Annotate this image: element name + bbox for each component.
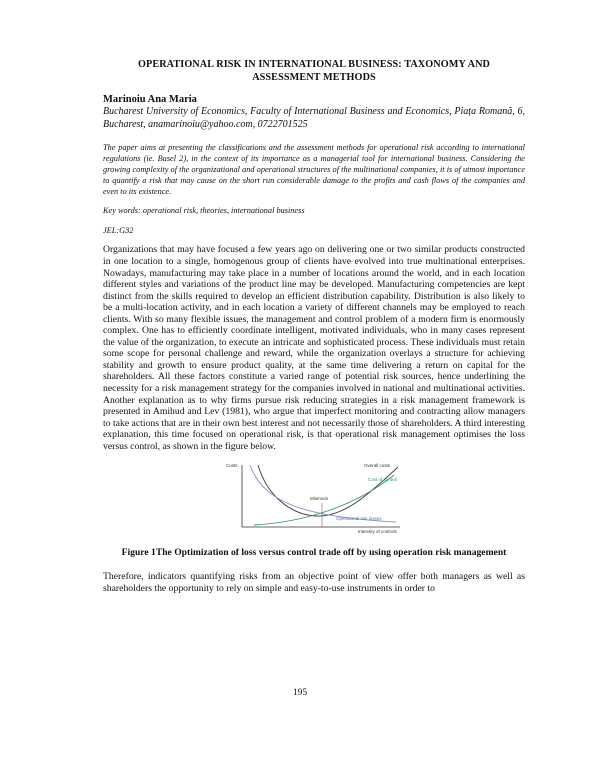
overall-costs-curve: [258, 465, 398, 516]
minimum-label: Minimum: [310, 496, 329, 502]
keywords: Key words: operational risk, theories, international business: [103, 206, 305, 216]
overall-costs-label: Overall costs: [364, 463, 391, 469]
author-affiliation: Bucharest University of Economics, Faculty of International Business and Economics, Piața Romană, 6, Bucharest, anamarinoiu@yahoo.com, 0722701525: [103, 106, 525, 130]
page-number: 195: [292, 688, 308, 698]
paper-title: OPERATIONAL RISK IN INTERNATIONAL BUSINESS: TAXONOMY AND ASSESSMENT METHODS: [137, 59, 491, 83]
jel-code: JEL:G32: [103, 226, 134, 236]
operational-risk-losses-curve: [250, 465, 396, 522]
x-axis-label: Intensity of controls: [358, 529, 397, 535]
cost-of-control-label: Cost of control: [368, 477, 398, 483]
continuation-paragraph: Therefore, indicators quantifying risks from an objective point of view offer both managers as well as shareholders the opportunity to rely on simple and easy-to-use instruments in order to: [103, 571, 525, 595]
paper-page: [103, 58, 525, 595]
abstract: The paper aims at presenting the classifications and the assessment methods for operational risk according to international regulations (ie. Basel 2), in the context of its importance as a managerial tool for international business. Considering the growing complexity of the organizational and operational structures of the multinational companies, it is of utmost importance to quantify a risk that may cause on the short run considerable damage to the profits and cash flows of the companies and even to its existence.: [103, 143, 525, 197]
body-paragraph: Organizations that may have focused a few years ago on delivering one or two similar products constructed in one location to a single, homogenous group of clients have evolved into true multinational enterprises. Nowadays, manufacturing may take place in a number of locations around the world, and in each location different styles and variations of the product line may be developed. Manufacturing competencies are kept distinct from the skills required to develop an efficient distribution capability. Distribution is also likely to be a multi-location activity, and in each location a variety of different channels may be employed to reach clients. With so many flexible issues, the management and control problem of a modern firm is enormously complex. One has to efficiently coordinate intelligent, motivated individuals, who in many cases represent the value of the organization, to execute an intricate and sophisticated process. These individuals must retain some scope for personal challenge and reward, while the organization overlays a structure for achieving stability and growth to ensure product quality, at the same time delivering a return on capital for the shareholders. All these factors constitute a varied range of potential risk sources, hence underlining the necessity for a risk management strategy for the companies involved in national and multinational activities. Another explanation as to why firms pursue risk reducing strategies in a risk management framework is presented in Amihud and Lev (1981), who argue that imperfect monitoring and contracting allow managers to take actions that are in their own best interest and not necessarily those of shareholders. A third interesting explanation, this time focused on operational risk, is that operational risk management optimises the loss versus control, as shown in the figure below.: [103, 244, 525, 452]
figure-1: [224, 459, 404, 536]
y-axis-label: Costs: [226, 463, 238, 469]
operational-risk-losses-label: Operational risk losses: [336, 516, 382, 522]
author-name: Marinoiu Ana Maria: [103, 94, 197, 105]
figure-caption: Figure 1The Optimization of loss versus control trade off by using operation risk management: [121, 547, 507, 559]
cost-control-diagram: [224, 459, 404, 536]
